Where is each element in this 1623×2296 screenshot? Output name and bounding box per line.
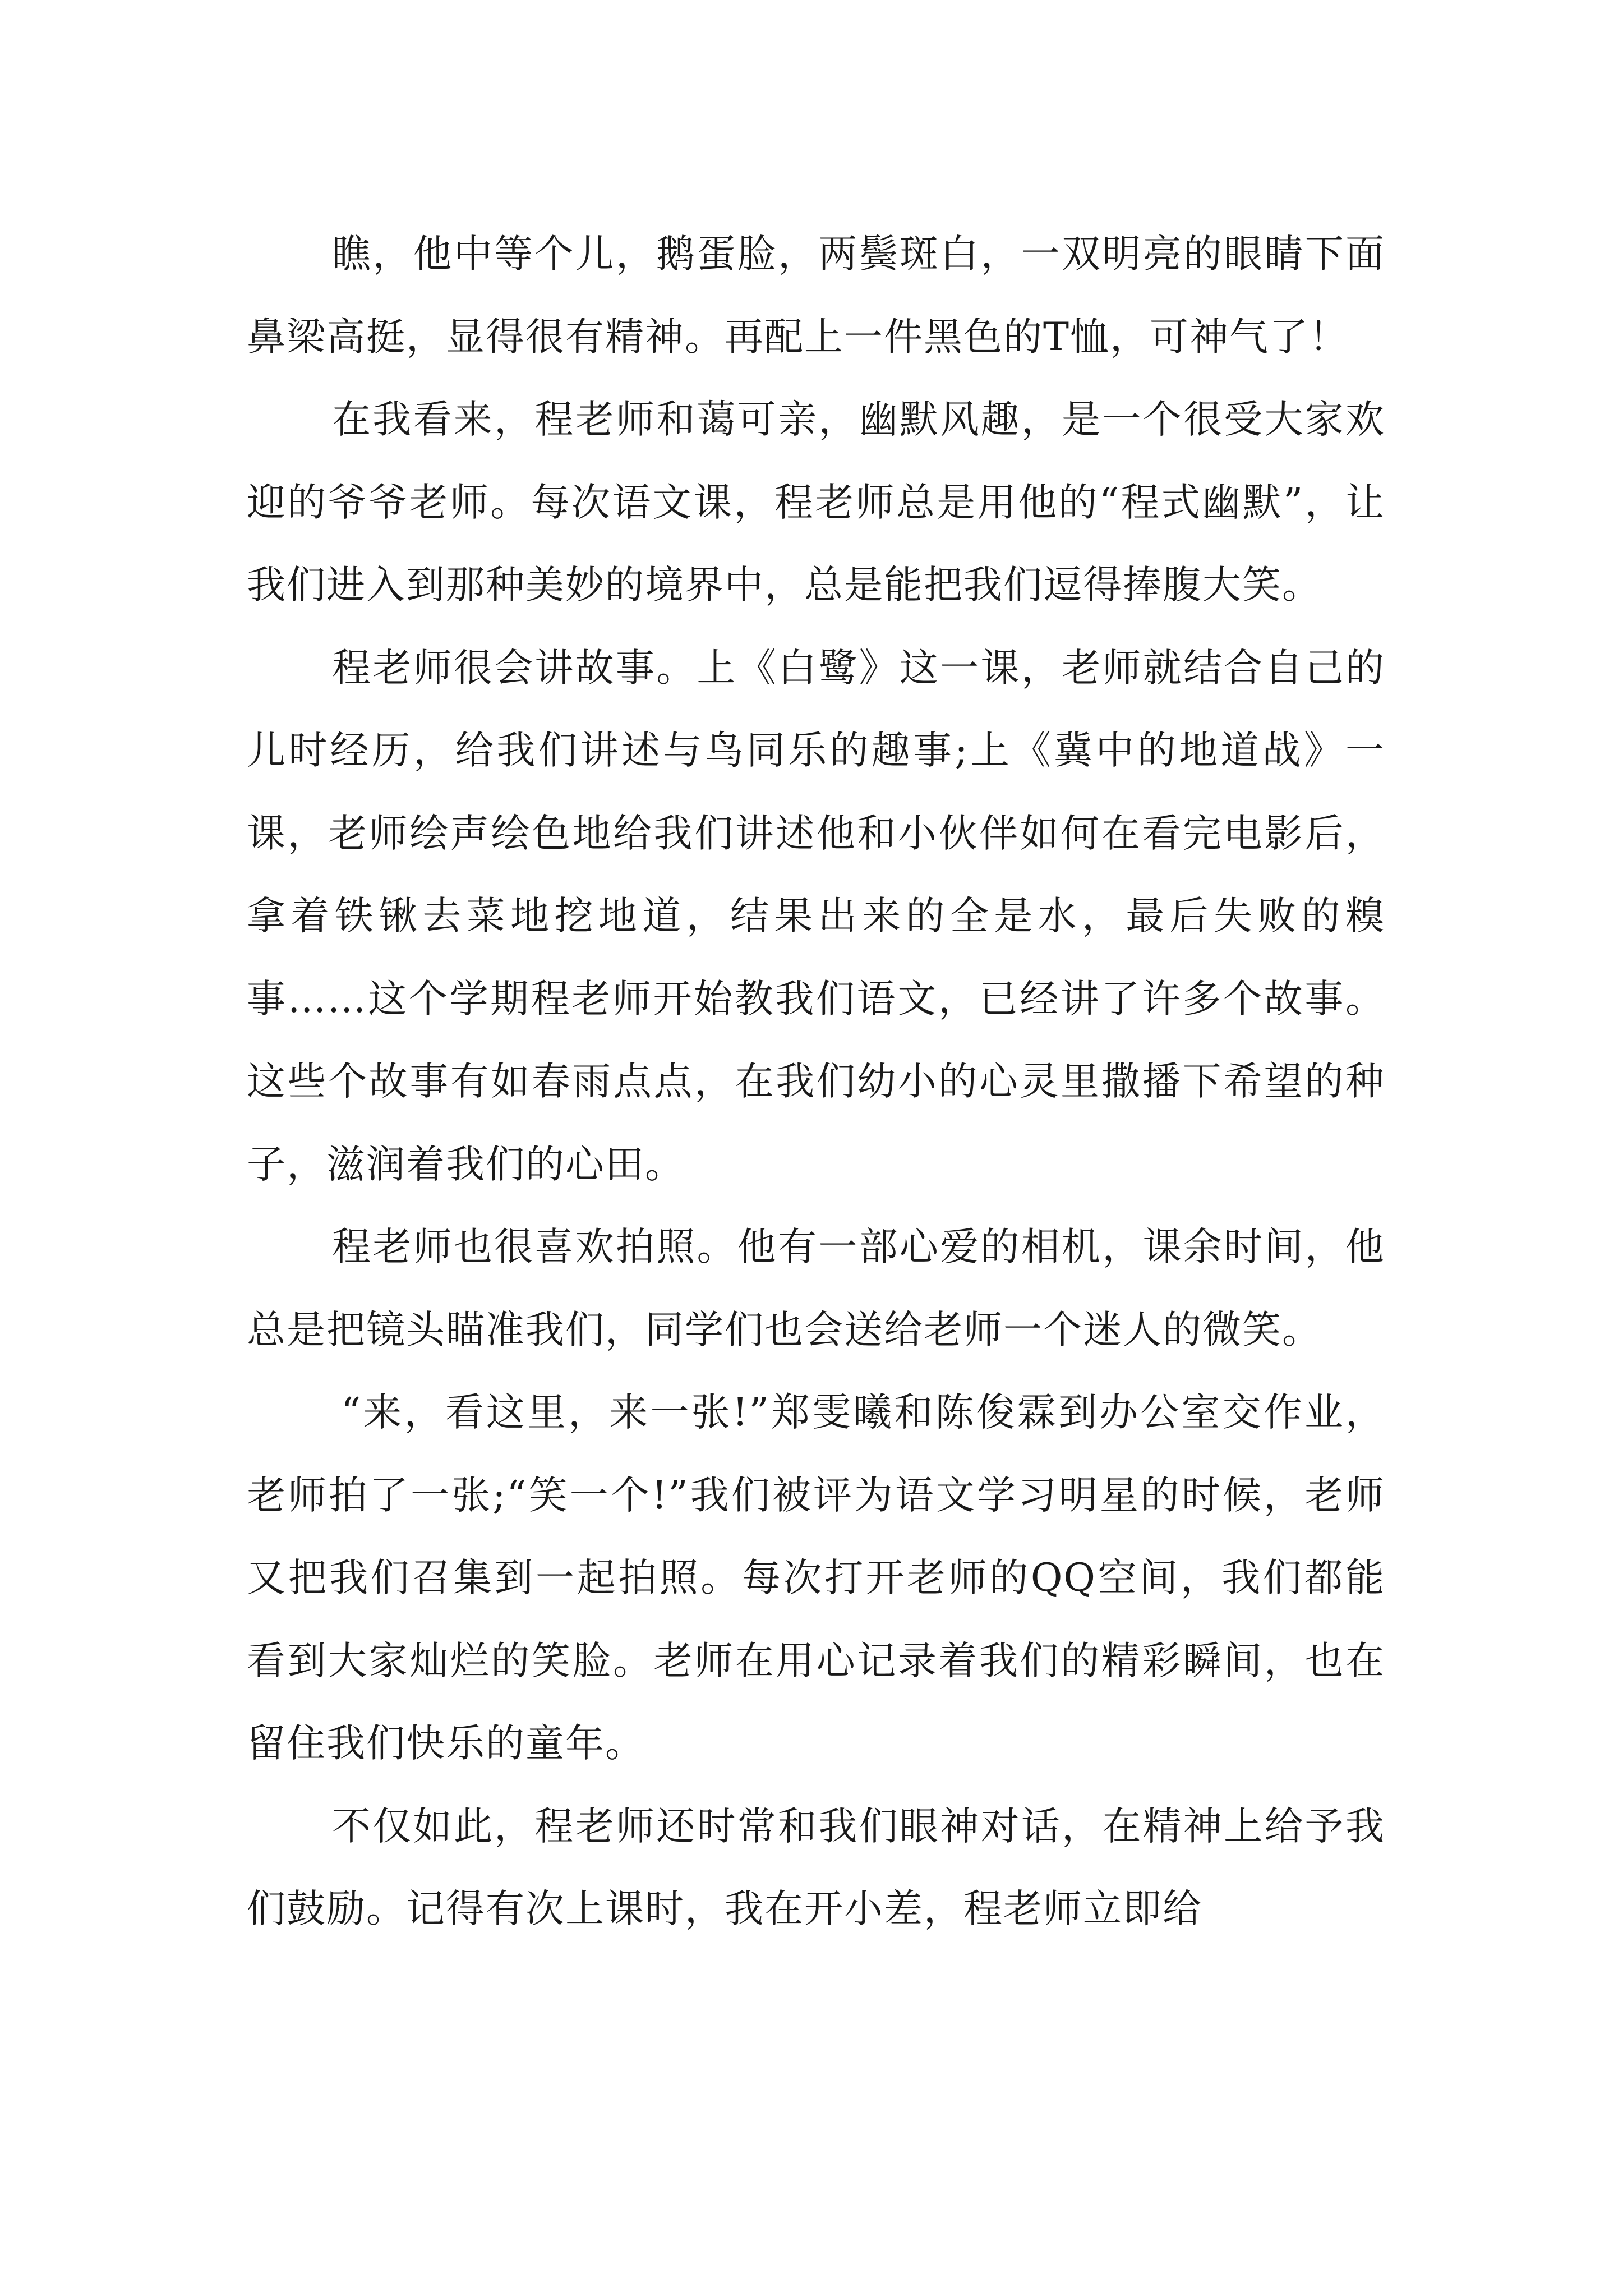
paragraph-4: 程老师也很喜欢拍照。他有一部心爱的相机，课余时间，他总是把镜头瞄准我们，同学们也会送给老师一个迷人的微笑。 xyxy=(247,1225,1385,1352)
paragraph-1: 瞧，他中等个儿，鹅蛋脸，两鬓斑白，一双明亮的眼睛下面鼻梁高挺，显得很有精神。再配上一件黑色的T恤，可神气了！ xyxy=(247,232,1385,360)
document-body xyxy=(247,213,1385,1951)
paragraph-6: 不仅如此，程老师还时常和我们眼神对话，在精神上给予我们鼓励。记得有次上课时，我在开小差，程老师立即给 xyxy=(247,1803,1385,1931)
paragraph-2: 在我看来，程老师和蔼可亲，幽默风趣，是一个很受大家欢迎的爷爷老师。每次语文课，程老师总是用他的“程式幽默”，让我们进入到那种美妙的境界中，总是能把我们逗得捧腹大笑。 xyxy=(247,397,1385,608)
paragraph-3: 程老师很会讲故事。上《白鹭》这一课，老师就结合自己的儿时经历，给我们讲述与鸟同乐的趣事;上《冀中的地道战》一课，老师绘声绘色地给我们讲述他和小伙伴如何在看完电影后，拿着铁锹去菜地挖地道，结果出来的全是水，最后失败的糗事……这个学期程老师开始教我们语文，已经讲了许多个故事。这些个故事有如春雨点点，在我们幼小的心灵里撒播下希望的种子，滋润着我们的心田。 xyxy=(247,645,1385,1187)
paragraph-5: “来，看这里，来一张!”郑雯曦和陈俊霖到办公室交作业，老师拍了一张;“笑一个!”我们被评为语文学习明星的时候，老师又把我们召集到一起拍照。每次打开老师的QQ空间，我们都能看到大家灿烂的笑脸。老师在用心记录着我们的精彩瞬间，也在留住我们快乐的童年。 xyxy=(247,1390,1385,1766)
